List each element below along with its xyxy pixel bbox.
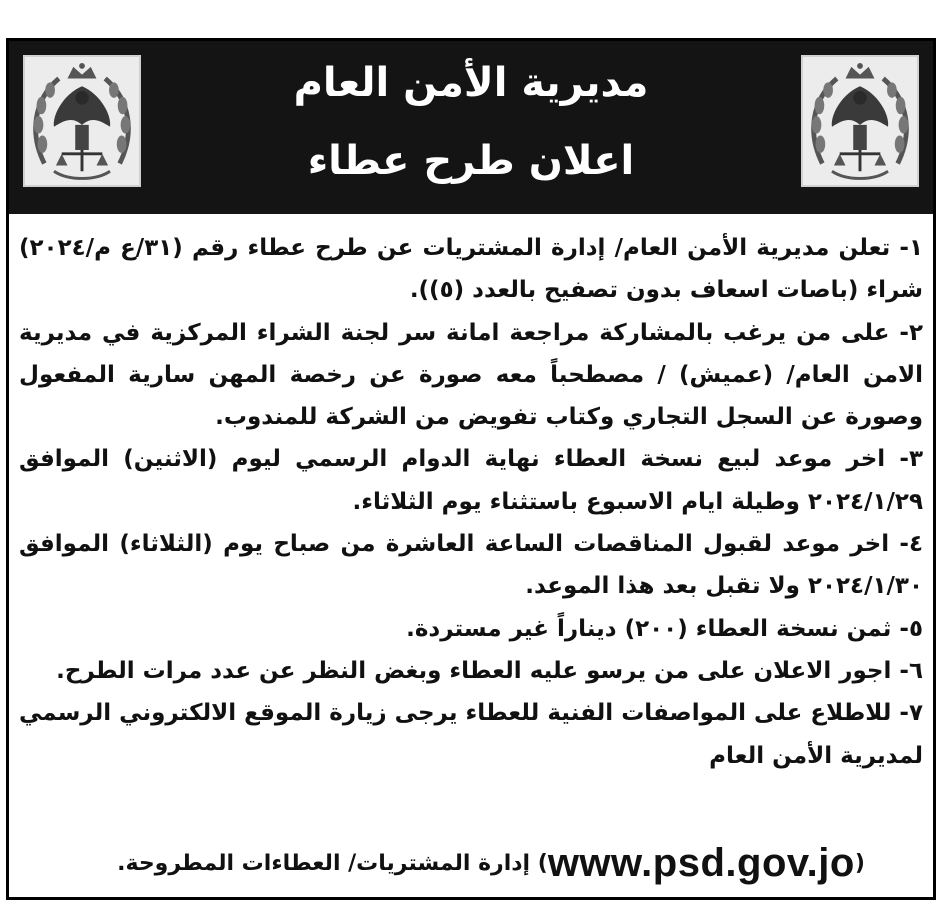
advertisement-frame [6, 38, 936, 900]
clause-4: ٤- اخر موعد لقبول المناقصات الساعة العاشرة من صباح يوم (الثلاثاء) الموافق ٢٠٢٤/١/٣٠ ولا تقبل بعد هذا الموعد. [19, 531, 923, 600]
page-subtitle: اعلان طرح عطاء [307, 138, 635, 184]
clause-7: ٧- للاطلاع على المواصفات الفنية للعطاء يرجى زيارة الموقع الالكتروني الرسمي لمديرية الأمن العام [19, 700, 923, 769]
footer-line [69, 841, 913, 893]
page-title: مديرية الأمن العام [293, 60, 649, 106]
clause-2: ٢- على من يرغب بالمشاركة مراجعة امانة سر لجنة الشراء المركزية في مديرية الامن العام/ (عميش) / مصطحباً معه صورة عن رخصة المهن سارية المفعول وصورة عن السجل التجاري وكتاب تفويض من الشركة للمندوب. [19, 319, 923, 431]
emblem-icon [23, 55, 141, 187]
header-banner [9, 41, 933, 214]
emblem-graphic [25, 57, 139, 185]
emblem-icon [801, 55, 919, 187]
website-link[interactable]: www.psd.gov.jo [547, 841, 855, 885]
clause-3: ٣- اخر موعد لبيع نسخة العطاء نهاية الدوام الرسمي ليوم (الاثنين) الموافق ٢٠٢٤/١/٢٩ وطيلة ايام الاسبوع باستثناء يوم الثلاثاء. [19, 446, 923, 515]
announcement-body [19, 227, 923, 777]
clause-1: ١- تعلن مديرية الأمن العام/ إدارة المشتريات عن طرح عطاء رقم (٣١/ع م/٢٠٢٤) شراء (باصات اسعاف بدون تصفيح بالعدد (٥)). [19, 235, 923, 304]
footer-open-paren: ( [854, 851, 865, 876]
footer-department-text: ) إدارة المشتريات/ العطاءات المطروحة. [117, 851, 548, 876]
clause-6: ٦- اجور الاعلان على من يرسو عليه العطاء وبغض النظر عن عدد مرات الطرح. [56, 657, 923, 684]
emblem-graphic [803, 57, 917, 185]
clause-5: ٥- ثمن نسخة العطاء (٢٠٠) ديناراً غير مستردة. [406, 615, 923, 642]
